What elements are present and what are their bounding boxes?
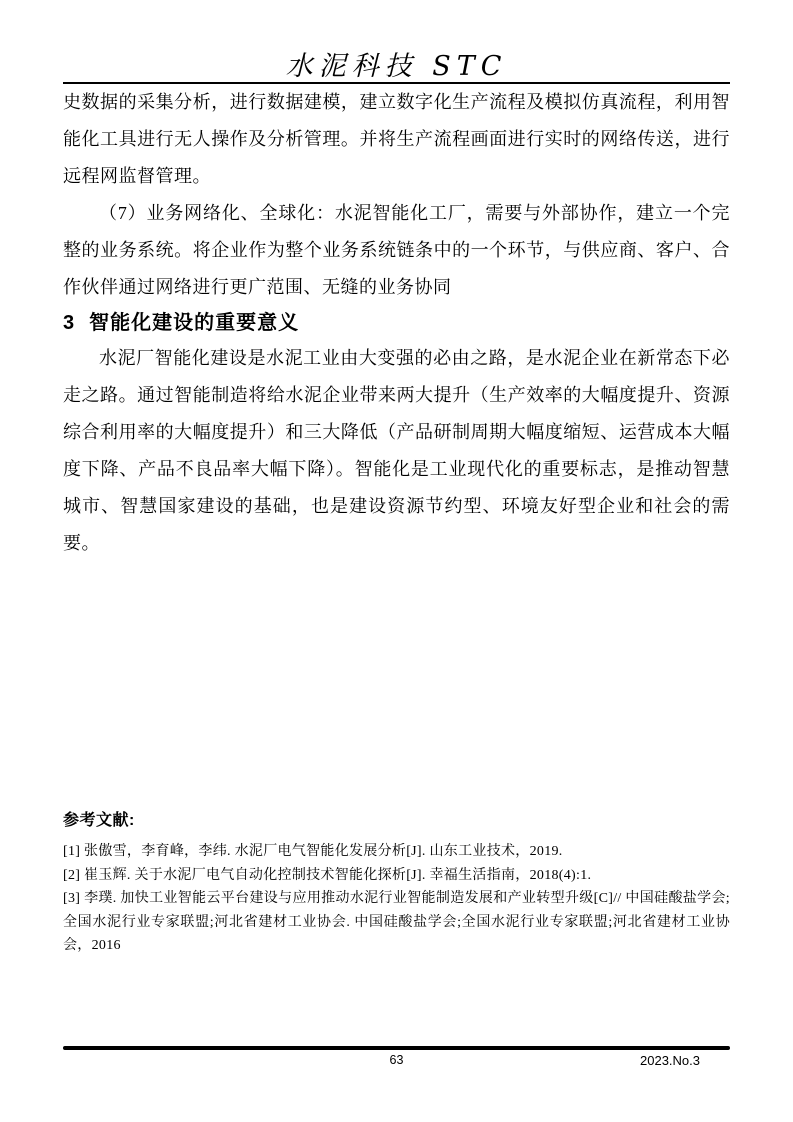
references-heading: 参考文献: (63, 812, 135, 829)
section-number: 3 (63, 312, 76, 334)
section-title: 智能化建设的重要意义 (89, 312, 300, 334)
references-section (63, 808, 730, 958)
section-heading (63, 306, 730, 340)
page-number: 63 (389, 1053, 404, 1067)
issue-number: 2023.No.3 (640, 1053, 700, 1068)
body-paragraph-3: 水泥厂智能化建设是水泥工业由大变强的必由之路，是水泥企业在新常态下必走之路。通过智能制造将给水泥企业带来两大提升（生产效率的大幅度提升、资源综合利用率的大幅度提升）和三大降低（产品研制周期大幅度缩短、运营成本大幅度下降、产品不良品率大幅下降）。智能化是工业现代化的重要标志，是推动智慧城市、智慧国家建设的基础，也是建设资源节约型、环境友好型企业和社会的需要。 (63, 348, 730, 553)
body-paragraph-2: （7）业务网络化、全球化：水泥智能化工厂，需要与外部协作，建立一个完整的业务系统。将企业作为整个业务系统链条中的一个环节，与供应商、客户、合作伙伴通过网络进行更广范围、无缝的业务协同 (63, 203, 730, 297)
article-body (63, 84, 730, 562)
reference-item-1: [1] 张傲雪，李育峰，李纬. 水泥厂电气智能化发展分析[J]. 山东工业技术，2019. (63, 844, 563, 859)
footer-rule (63, 1046, 730, 1050)
journal-title: 水泥科技 STC (285, 51, 508, 82)
body-paragraph-1: 史数据的采集分析，进行数据建模，建立数字化生产流程及模拟仿真流程，利用智能化工具进行无人操作及分析管理。并将生产流程画面进行实时的网络传送，进行远程网监督管理。 (63, 92, 730, 186)
reference-item-2: [2] 崔玉辉. 关于水泥厂电气自动化控制技术智能化探析[J]. 幸福生活指南，2018(4):1. (63, 867, 592, 883)
reference-item-3: [3] 李璞. 加快工业智能云平台建设与应用推动水泥行业智能制造发展和产业转型升级[C]// 中国硅酸盐学会;全国水泥行业专家联盟;河北省建材工业协会. 中国硅酸盐学会;全国水泥行业专家联盟;河北省建材工业协会，2016 (63, 891, 730, 953)
